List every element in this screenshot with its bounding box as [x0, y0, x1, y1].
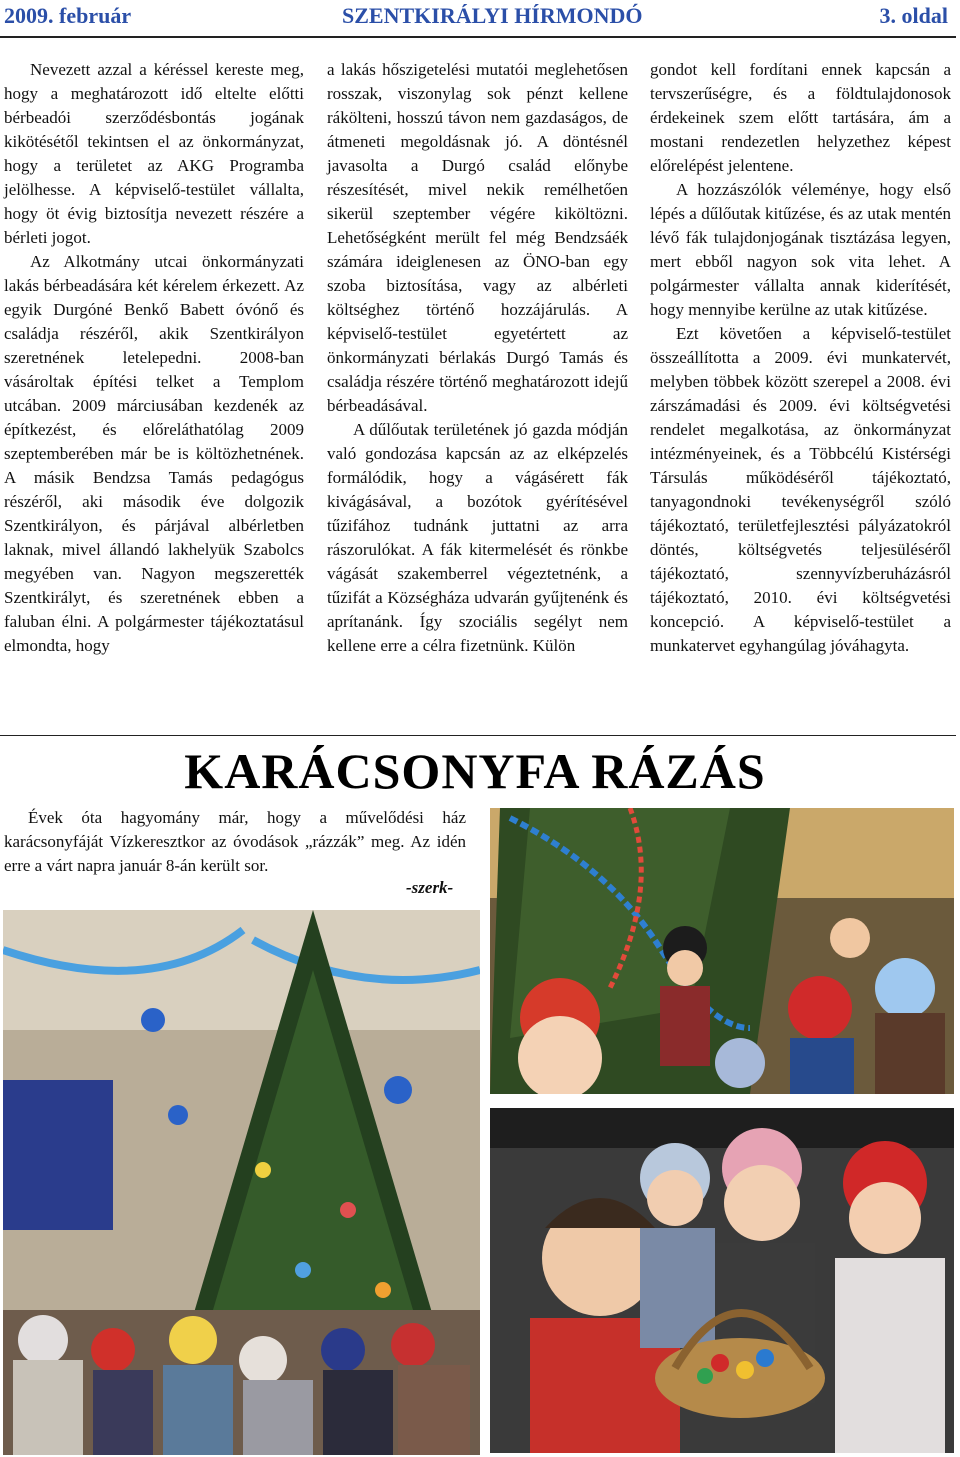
text-column-1	[4, 58, 304, 658]
photo-children-with-basket	[490, 1108, 954, 1453]
paragraph: A hozzászólók véleménye, hogy első lépés a dűlőutak kitűzése, és az utak mentén lévő fák tulajdonjogának tisztázása legyen, mert ebből nagyon sok vita lehet. A polgármester vállalta annak kiderítését, hogy mennyibe kerülne az utak kitűzése.	[650, 180, 951, 319]
paragraph: gondot kell fordítani ennek kapcsán a tervszerűségre, és a földtulajdonosok érdekeinek szem előtt tartására, ám a mostani rendezetlen helyzethez képest előrelépést jelentene.	[650, 60, 951, 175]
photo-hall-christmas-tree	[3, 910, 480, 1455]
text-column-2	[327, 58, 628, 658]
article-signature: -szerk-	[406, 878, 454, 897]
paragraph: Az Alkotmány utcai önkormányzati lakás bérbeadására két kérelem érkezett. Az egyik Durgóné Benkő Babett óvónő és családja részéről, akik Szentkirályon szeretnének letelepedni. 2008-ban vásároltak építési telket a Templom utcában. 2009 márciusában kezdenék az építkezést, és előreláthatólag 2009 szeptemberében már be is költözhetnének. A másik Bendzsa Tamás pedagógus részéről, aki második éve dolgozik Szentkirályon, és párjával albérletben laknak, mivel állandó lakhelyük Szabolcs megyében van. Nagyon megszerették Szentkirályt, és szeretnének ebben a faluban élni. A polgármester tájékoztatásul elmondta, hogy	[4, 252, 304, 655]
page-number: 3. oldal	[879, 3, 948, 28]
header-rule	[0, 36, 956, 38]
paragraph: Ezt követően a képviselő-testület összeállította a 2009. évi munkatervét, melyben többek között szerepel a 2008. évi zárszámadási és 2009. évi költségvetési rendelet megalkotása, az önkormányzat intézményeinek, és a Többcélú Kistérségi Társulás működéséről tájékoztató, tanyagondnoki tevékenységről szóló tájékoztató, területfejlesztési pályázatokról döntés, költségvetés teljesüléséről tájékoztató, szennyvízberuházásról tájékoztató, 2010. évi költségvetési koncepció. A képviselő-testület a munkatervet egyhangúlag jóváhagyta.	[650, 324, 951, 655]
paragraph: Nevezett azzal a kéréssel kereste meg, hogy a meghatározott idő eltelte előtti bérbeadói szerződésbontás jogának kikötésétől tekintsen el az önkormányzat, hogy a területet az AKG Programba jelölhesse. A képviselő-testület vállalta, hogy öt évig biztosítja nevezett részére a bérleti jogot.	[4, 60, 304, 247]
headline-text: KARÁCSONYFA RÁZÁS	[184, 743, 766, 799]
page-header	[0, 0, 960, 40]
paragraph: a lakás hőszigetelési mutatói meglehetősen rosszak, viszonylag sok pénzt kellene rákölteni, hosszú távon nem gazdaságos, de átmeneti megoldásnak jó. A döntésnél javasolta a Durgó család előnybe részesítését, mivel nekik remélhetően sikerül szeptember végére kiköltözni. Lehetőségként merült fel még Bendzsáék számára ideiglenesen az ÖNO-ban egy szoba biztosítása, vagy az albérleti költséghez történő hozzájárulás. A képviselő-testület egyetértett az önkormányzati bérlakás Durgó Tamás és családja részére történő meghatározott idejű bérbeadásával.	[327, 60, 628, 415]
article-intro	[4, 806, 466, 878]
paragraph: A dűlőutak területének jó gazda módján való gondozása kapcsán az az elképzelés formálódik, hogy a vágásérett fák kivágásával, a bozótok gyérítésével tűzifához tudnánk juttatni az arra rászorulókat. A fák kitermelését és rönkbe vágását szakemberrel végeztetnénk, a tűzifát a Községháza udvarán gyűjtenénk és aprítanánk. Így szociális segélyt nem kellene erre a célra fizetnünk. Külön	[327, 420, 628, 655]
photo-illustration	[490, 808, 954, 1094]
text-column-3	[650, 58, 951, 658]
intro-paragraph: Évek óta hagyomány már, hogy a művelődési ház karácsonyfáját Vízkeresztkor az óvodások „rázzák” meg. Az idén erre a várt napra január 8-án került sor.	[4, 808, 466, 875]
issue-date: 2009. február	[4, 3, 132, 28]
photo-christmas-tree-children	[490, 808, 954, 1094]
publication-title: SZENTKIRÁLYI HÍRMONDÓ	[342, 3, 643, 28]
section-divider	[0, 735, 956, 736]
article-headline	[0, 742, 960, 800]
photo-illustration	[490, 1108, 954, 1453]
photo-illustration	[3, 910, 480, 1455]
